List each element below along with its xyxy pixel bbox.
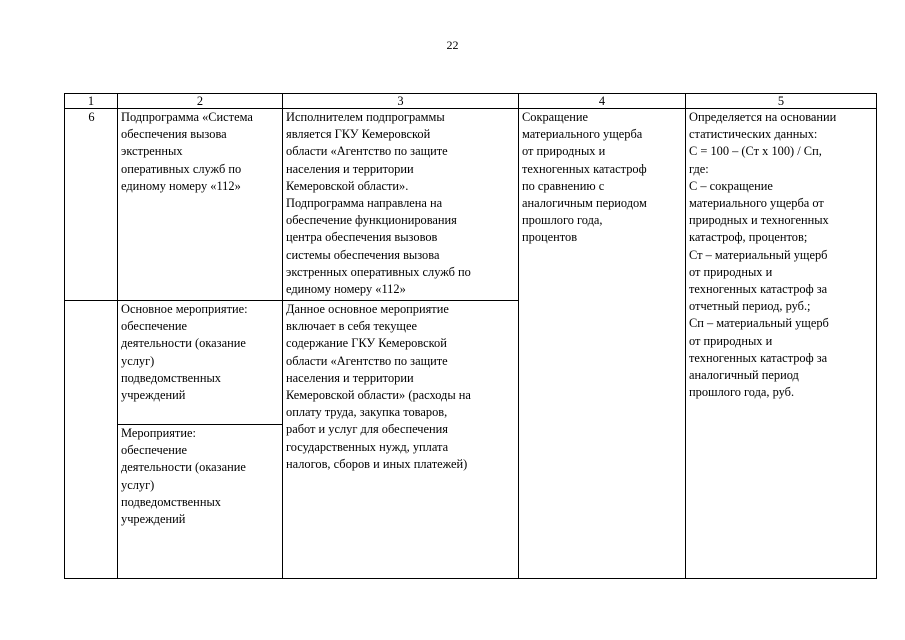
text-line: Основное мероприятие: bbox=[121, 302, 248, 316]
text-line: техногенных катастроф за bbox=[689, 350, 828, 365]
column-header-1: 1 bbox=[65, 94, 118, 109]
text-line: населения и территории bbox=[286, 370, 414, 385]
page-number: 22 bbox=[446, 38, 459, 52]
text-line: от природных и bbox=[522, 144, 606, 159]
text-line: Мероприятие: bbox=[121, 426, 196, 440]
text-line: Ст – материальный ущерб bbox=[689, 247, 828, 262]
indicator-text bbox=[522, 109, 683, 247]
table-row bbox=[65, 109, 877, 301]
subprogram-name-cell bbox=[118, 109, 283, 301]
text-line: материального ущерба bbox=[522, 127, 643, 142]
text-line: центра обеспечения вызовов bbox=[286, 230, 438, 245]
text-line: техногенных катастроф bbox=[522, 161, 647, 176]
text-line: услуг) bbox=[121, 353, 155, 368]
text-line: области «Агентство по защите bbox=[286, 144, 448, 159]
table-header-row bbox=[65, 94, 877, 109]
text-line: по сравнению с bbox=[522, 178, 605, 193]
text-line: процентов bbox=[522, 230, 578, 245]
text-line: отчетный период, руб.; bbox=[689, 299, 811, 314]
program-table bbox=[64, 93, 877, 579]
text-line: подведомственных bbox=[121, 494, 221, 509]
main-activity-description-cell bbox=[283, 301, 519, 579]
activity-name-cell bbox=[118, 425, 283, 579]
subprogram-description-cell bbox=[283, 109, 519, 301]
text-line: природных и техногенных bbox=[689, 213, 829, 228]
text-line: Кемеровской области». bbox=[286, 178, 409, 193]
row-number: 6 bbox=[88, 110, 95, 124]
text-line: является ГКУ Кемеровской bbox=[286, 127, 431, 142]
activity-name bbox=[121, 425, 280, 528]
text-line: катастроф, процентов; bbox=[689, 230, 808, 245]
column-header-5: 5 bbox=[686, 94, 877, 109]
empty-number-cell bbox=[65, 301, 118, 579]
text-line: прошлого года, bbox=[522, 213, 603, 228]
method-cell bbox=[686, 109, 877, 579]
text-line: государственных нужд, уплата bbox=[286, 439, 449, 454]
main-activity-name-cell bbox=[118, 301, 283, 425]
indicator-cell bbox=[519, 109, 686, 579]
text-line: обеспечение bbox=[121, 319, 187, 334]
main-activity-description bbox=[286, 301, 516, 473]
text-line: техногенных катастроф за bbox=[689, 282, 828, 297]
text-line: оплату труда, закупка товаров, bbox=[286, 405, 448, 420]
method-text bbox=[689, 109, 874, 401]
row-number-cell bbox=[65, 109, 118, 301]
text-line: С = 100 – (Ст х 100) / Сп, bbox=[689, 144, 822, 159]
text-line: единому номеру «112» bbox=[286, 282, 406, 297]
column-header-2: 2 bbox=[118, 94, 283, 109]
text-line: области «Агентство по защите bbox=[286, 353, 448, 368]
text-line: учреждений bbox=[121, 512, 186, 527]
text-line: экстренных bbox=[121, 144, 183, 159]
text-line: Данное основное мероприятие bbox=[286, 302, 449, 316]
column-header-3: 3 bbox=[283, 94, 519, 109]
text-line: от природных и bbox=[689, 333, 773, 348]
text-line: Подпрограмма направлена на bbox=[286, 196, 443, 211]
text-line: единому номеру «112» bbox=[121, 178, 241, 193]
text-line: подведомственных bbox=[121, 370, 221, 385]
text-line: от природных и bbox=[689, 264, 773, 279]
text-line: Исполнителем подпрограммы bbox=[286, 110, 445, 124]
text-line: системы обеспечения вызова bbox=[286, 247, 440, 262]
text-line: обеспечение bbox=[121, 443, 187, 458]
text-line: включает в себя текущее bbox=[286, 319, 417, 334]
text-line: деятельности (оказание bbox=[121, 460, 246, 475]
text-line: обеспечения вызова bbox=[121, 127, 227, 142]
text-line: услуг) bbox=[121, 477, 155, 492]
text-line: учреждений bbox=[121, 388, 186, 403]
main-activity-name bbox=[121, 301, 280, 404]
subprogram-name bbox=[121, 109, 280, 195]
text-line: Подпрограмма «Система bbox=[121, 110, 253, 124]
column-header-4: 4 bbox=[519, 94, 686, 109]
text-line: обеспечение функционирования bbox=[286, 213, 457, 228]
text-line: экстренных оперативных служб по bbox=[286, 264, 471, 279]
text-line: аналогичный период bbox=[689, 368, 799, 383]
text-line: населения и территории bbox=[286, 161, 414, 176]
text-line: налогов, сборов и иных платежей) bbox=[286, 456, 468, 471]
text-line: содержание ГКУ Кемеровской bbox=[286, 336, 447, 351]
text-line: аналогичным периодом bbox=[522, 196, 647, 211]
text-line: деятельности (оказание bbox=[121, 336, 246, 351]
text-line: прошлого года, руб. bbox=[689, 385, 795, 400]
text-line: С – сокращение bbox=[689, 178, 773, 193]
text-line: материального ущерба от bbox=[689, 196, 824, 211]
text-line: оперативных служб по bbox=[121, 161, 242, 176]
text-line: статистических данных: bbox=[689, 127, 818, 142]
text-line: работ и услуг для обеспечения bbox=[286, 422, 448, 437]
subprogram-description bbox=[286, 109, 516, 298]
text-line: Сп – материальный ущерб bbox=[689, 316, 829, 331]
text-line: Кемеровской области» (расходы на bbox=[286, 388, 471, 403]
text-line: где: bbox=[689, 161, 709, 176]
text-line: Сокращение bbox=[522, 110, 588, 124]
text-line: Определяется на основании bbox=[689, 110, 837, 124]
